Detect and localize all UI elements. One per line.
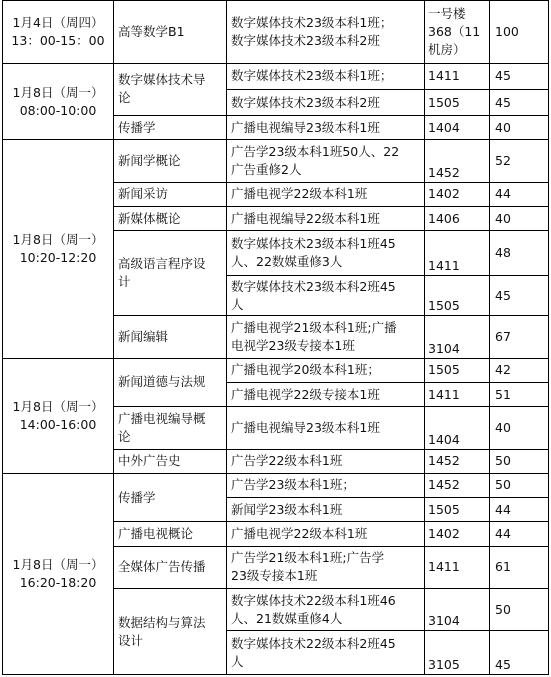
student-count-cell: 45 bbox=[490, 275, 549, 315]
student-count-cell: 50 bbox=[490, 473, 549, 497]
class-cell: 广播电视学22级专接本1班 bbox=[227, 382, 425, 406]
student-count-cell: 45 bbox=[490, 89, 549, 115]
room-cell: 1452 bbox=[425, 473, 490, 497]
class-cell: 数字媒体技术23级本科1班45 人、22数媒重修3人 bbox=[227, 231, 425, 275]
course-name-cell: 新闻编辑 bbox=[114, 316, 227, 358]
room-cell: 3104 bbox=[425, 589, 490, 631]
class-cell: 广播电视编导23级本科1班 bbox=[227, 116, 425, 140]
class-cell: 数字媒体技术23级本科1班； 数字媒体技术23级本科2班 bbox=[227, 1, 425, 64]
room-cell: 1505 bbox=[425, 498, 490, 522]
class-cell: 数字媒体技术23级本科1班； bbox=[227, 63, 425, 89]
course-name-cell: 新媒体概论 bbox=[114, 207, 227, 231]
room-cell: 1411 bbox=[425, 231, 490, 275]
class-cell: 广播电视学20级本科1班； bbox=[227, 358, 425, 382]
room-cell: 3104 bbox=[425, 316, 490, 358]
student-count-cell: 42 bbox=[490, 358, 549, 382]
class-cell: 数字媒体技术22级本科2班45 人 bbox=[227, 631, 425, 675]
student-count-cell: 100 bbox=[490, 1, 549, 64]
exam-time-cell: 1月8日（周一） 10:20-12:20 bbox=[3, 140, 114, 358]
exam-time-cell: 1月8日（周一） 08:00-10:00 bbox=[3, 63, 114, 140]
class-cell: 广播电视编导23级本科1班 bbox=[227, 407, 425, 449]
student-count-cell: 45 bbox=[490, 63, 549, 89]
class-cell: 广告学21级本科1班;广告学 23级专接本1班 bbox=[227, 546, 425, 588]
class-cell: 数字媒体技术23级本科2班45 人 bbox=[227, 275, 425, 315]
room-cell: 1411 bbox=[425, 63, 490, 89]
student-count-cell: 50 bbox=[490, 589, 549, 631]
class-cell: 广告学23级本科1班50人、22 广告重修2人 bbox=[227, 140, 425, 182]
exam-time-cell: 1月4日（周四） 13：00-15：00 bbox=[3, 1, 114, 64]
room-cell: 1452 bbox=[425, 449, 490, 473]
student-count-cell: 45 bbox=[490, 631, 549, 675]
course-name-cell: 中外广告史 bbox=[114, 449, 227, 473]
course-name-cell: 全媒体广告传播 bbox=[114, 546, 227, 588]
course-name-cell: 高等数学B1 bbox=[114, 1, 227, 64]
student-count-cell: 40 bbox=[490, 407, 549, 449]
room-cell: 一号楼 368（11 机房） bbox=[425, 1, 490, 64]
exam-time-cell: 1月8日（周一） 14:00-16:00 bbox=[3, 358, 114, 473]
class-cell: 广播电视学21级本科1班;广播 电视学23级专接本1班 bbox=[227, 316, 425, 358]
room-cell: 1505 bbox=[425, 275, 490, 315]
exam-schedule-body bbox=[3, 1, 549, 675]
course-name-cell: 广播电视概论 bbox=[114, 522, 227, 546]
exam-time-cell: 1月8日（周一） 16:20-18:20 bbox=[3, 473, 114, 674]
room-cell: 1406 bbox=[425, 207, 490, 231]
table-row bbox=[3, 63, 549, 89]
exam-schedule-table bbox=[2, 0, 549, 675]
course-name-cell: 新闻学概论 bbox=[114, 140, 227, 182]
course-name-cell: 传播学 bbox=[114, 116, 227, 140]
course-name-cell: 广播电视编导概 论 bbox=[114, 407, 227, 449]
student-count-cell: 44 bbox=[490, 498, 549, 522]
class-cell: 数字媒体技术23级本科2班 bbox=[227, 89, 425, 115]
room-cell: 1411 bbox=[425, 546, 490, 588]
table-row bbox=[3, 358, 549, 382]
class-cell: 广告学23级本科1班； bbox=[227, 473, 425, 497]
room-cell: 1452 bbox=[425, 140, 490, 182]
room-cell: 1402 bbox=[425, 182, 490, 206]
table-row bbox=[3, 473, 549, 497]
class-cell: 广播电视编导22级本科1班 bbox=[227, 207, 425, 231]
student-count-cell: 61 bbox=[490, 546, 549, 588]
room-cell: 3105 bbox=[425, 631, 490, 675]
table-row bbox=[3, 140, 549, 182]
course-name-cell: 传播学 bbox=[114, 473, 227, 522]
course-name-cell: 高级语言程序设 计 bbox=[114, 231, 227, 316]
student-count-cell: 52 bbox=[490, 140, 549, 182]
class-cell: 广告学22级本科1班 bbox=[227, 449, 425, 473]
room-cell: 1411 bbox=[425, 382, 490, 406]
student-count-cell: 44 bbox=[490, 182, 549, 206]
course-name-cell: 新闻道德与法规 bbox=[114, 358, 227, 407]
room-cell: 1404 bbox=[425, 407, 490, 449]
course-name-cell: 新闻采访 bbox=[114, 182, 227, 206]
class-cell: 广播电视学22级本科1班 bbox=[227, 522, 425, 546]
student-count-cell: 50 bbox=[490, 449, 549, 473]
student-count-cell: 40 bbox=[490, 116, 549, 140]
class-cell: 广播电视学22级本科1班 bbox=[227, 182, 425, 206]
class-cell: 新闻学23级本科1班 bbox=[227, 498, 425, 522]
course-name-cell: 数字媒体技术导 论 bbox=[114, 63, 227, 116]
room-cell: 1404 bbox=[425, 116, 490, 140]
course-name-cell: 数据结构与算法 设计 bbox=[114, 589, 227, 675]
room-cell: 1505 bbox=[425, 358, 490, 382]
student-count-cell: 67 bbox=[490, 316, 549, 358]
room-cell: 1505 bbox=[425, 89, 490, 115]
student-count-cell: 48 bbox=[490, 231, 549, 275]
room-cell: 1402 bbox=[425, 522, 490, 546]
class-cell: 数字媒体技术22级本科1班46 人、21数媒重修4人 bbox=[227, 589, 425, 631]
student-count-cell: 51 bbox=[490, 382, 549, 406]
table-row bbox=[3, 1, 549, 64]
student-count-cell: 40 bbox=[490, 207, 549, 231]
student-count-cell: 44 bbox=[490, 522, 549, 546]
